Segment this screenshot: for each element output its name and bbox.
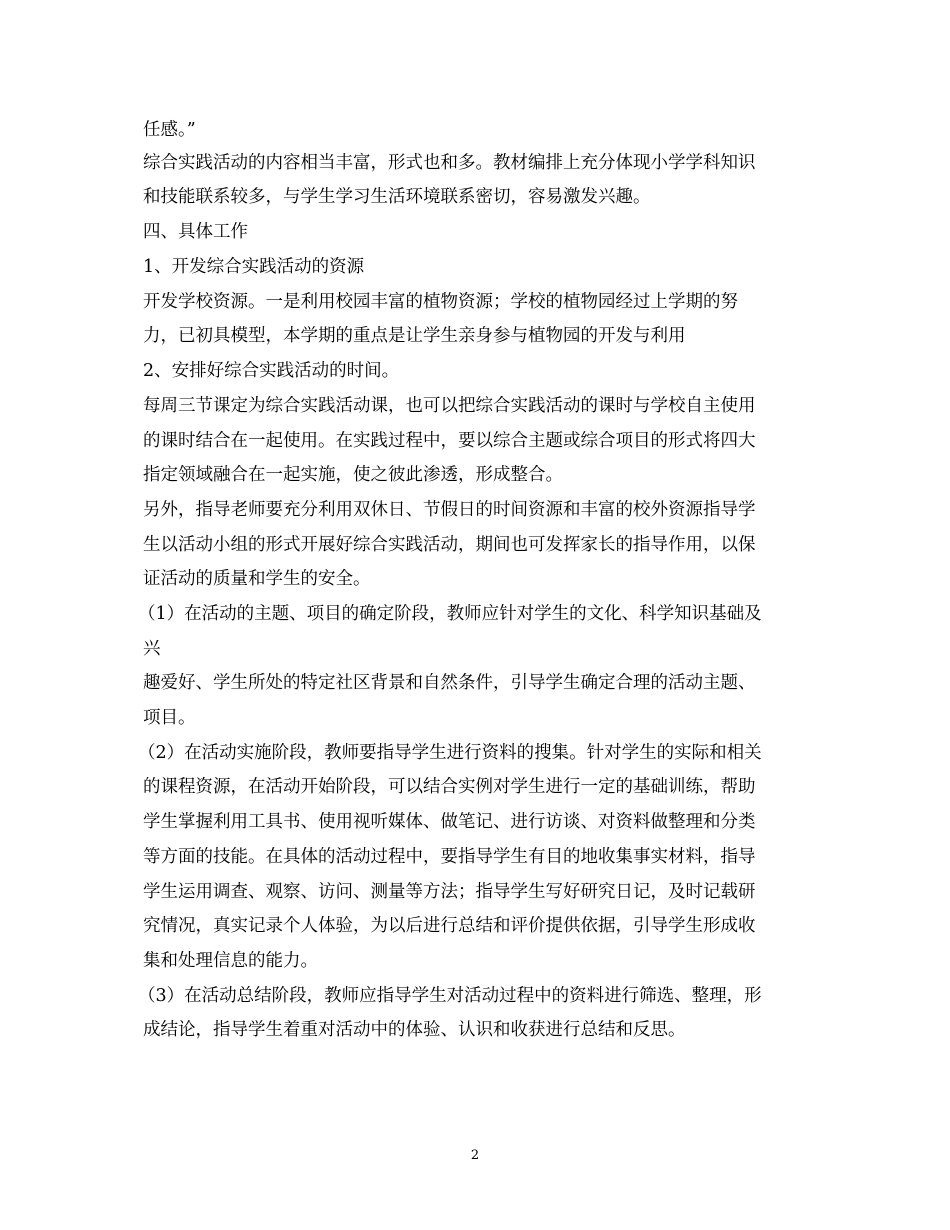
text-line: 学生掌握利用工具书、使用视听媒体、做笔记、进行访谈、对资料做整理和分类 <box>143 812 756 832</box>
text-line: （1）在活动的主题、项目的确定阶段，教师应针对学生的文化、科学知识基础及 <box>138 604 762 624</box>
text-line: 项目。 <box>143 708 196 728</box>
section-heading: 四、具体工作 <box>143 222 248 242</box>
text-line: 力，已初具模型，本学期的重点是让学生亲身参与植物园的开发与利用 <box>143 326 686 346</box>
text-line: 趣爱好、学生所处的特定社区背景和自然条件，引导学生确定合理的活动主题、 <box>143 673 756 693</box>
text-line: 和技能联系较多，与学生学习生活环境联系密切，容易激发兴趣。 <box>143 187 651 207</box>
text-line: 兴 <box>143 639 161 659</box>
text-line: 综合实践活动的内容相当丰富，形式也和多。教材编排上充分体现小学学科知识 <box>143 153 756 173</box>
subsection-heading: 2、安排好综合实践活动的时间。 <box>143 361 400 381</box>
text-line: 任感。” <box>143 120 196 140</box>
text-line: 究情况，真实记录个人体验，为以后进行总结和评价提供依据，引导学生形成收 <box>143 916 756 936</box>
text-line: 生以活动小组的形式开展好综合实践活动，期间也可发挥家长的指导作用，以保 <box>143 535 756 555</box>
text-line: 每周三节课定为综合实践活动课，也可以把综合实践活动的课时与学校自主使用 <box>143 396 756 416</box>
page-number: 2 <box>470 1148 480 1163</box>
text-line: （2）在活动实施阶段，教师要指导学生进行资料的搜集。针对学生的实际和相关 <box>138 743 762 763</box>
text-line: 开发学校资源。一是利用校园丰富的植物资源；学校的植物园经过上学期的努 <box>143 292 738 312</box>
text-line: 成结论，指导学生着重对活动中的体验、认识和收获进行总结和反思。 <box>143 1020 686 1040</box>
text-line: （3）在活动总结阶段，教师应指导学生对活动过程中的资料进行筛选、整理，形 <box>138 986 762 1006</box>
text-line: 学生运用调查、观察、访问、测量等方法；指导学生写好研究日记，及时记载研 <box>143 882 756 902</box>
subsection-heading: 1、开发综合实践活动的资源 <box>143 257 365 277</box>
text-line: 指定领域融合在一起实施，使之彼此渗透，形成整合。 <box>143 465 563 485</box>
text-line: 集和处理信息的能力。 <box>143 951 318 971</box>
text-line: 证活动的质量和学生的安全。 <box>143 569 371 589</box>
text-line: 等方面的技能。在具体的活动过程中，要指导学生有目的地收集事实材料，指导 <box>143 847 756 867</box>
text-line: 另外，指导老师要充分利用双休日、节假日的时间资源和丰富的校外资源指导学 <box>143 500 756 520</box>
text-line: 的课时结合在一起使用。在实践过程中，要以综合主题或综合项目的形式将四大 <box>143 431 756 451</box>
text-line: 的课程资源，在活动开始阶段，可以结合实例对学生进行一定的基础训练，帮助 <box>143 777 756 797</box>
